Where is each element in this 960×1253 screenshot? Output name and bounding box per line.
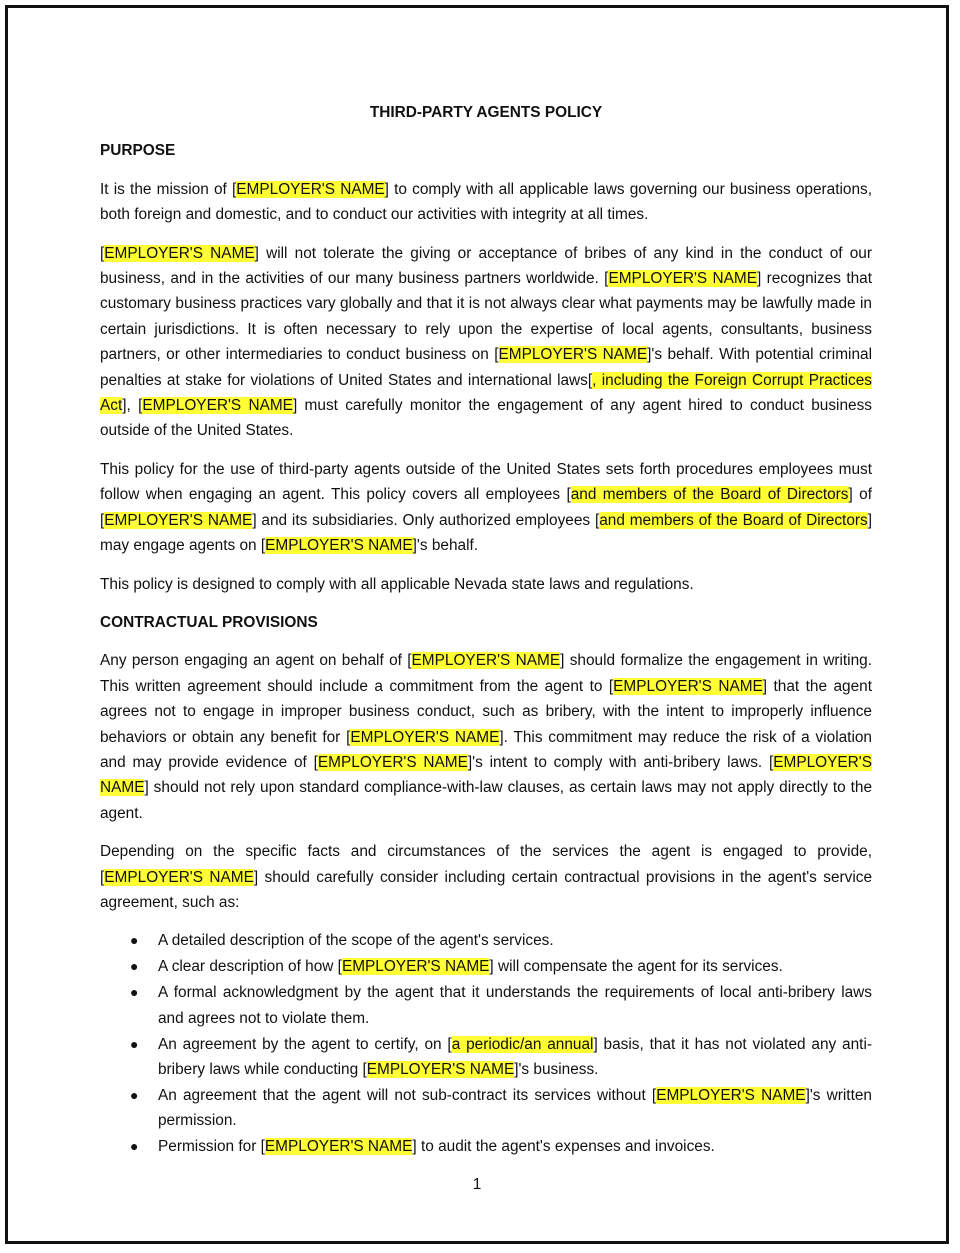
placeholder-highlight: EMPLOYER'S NAME xyxy=(264,1138,413,1156)
bullet-item xyxy=(130,954,872,979)
placeholder-highlight: EMPLOYER'S NAME xyxy=(142,397,293,415)
placeholder-highlight: EMPLOYER'S NAME xyxy=(104,511,253,529)
bullet-icon: ● xyxy=(130,958,139,975)
placeholder-highlight: and members of the Board of Directors xyxy=(599,511,868,529)
text-segment: ] and its subsidiaries. Only authorized employees [ xyxy=(252,511,600,529)
bullet-item xyxy=(130,1083,872,1134)
paragraph-purpose-2 xyxy=(100,241,872,444)
paragraph-purpose-4: This policy is designed to comply with all applicable Nevada state laws and regulations. xyxy=(100,575,694,593)
text-segment: ]. This commitment may reduce the risk of a violation and may provide evidence of [ xyxy=(100,728,872,771)
text-segment: Any person engaging an agent on behalf of [ xyxy=(100,652,412,670)
bullet-item xyxy=(130,1134,872,1159)
text-segment: ] basis, that it has not violated any anti-bribery laws while conducting [ xyxy=(158,1035,872,1078)
document-title: THIRD-PARTY AGENTS POLICY xyxy=(369,104,603,121)
provisions-bullet-list xyxy=(100,928,872,1159)
placeholder-highlight: EMPLOYER'S NAME xyxy=(656,1086,806,1104)
text-segment: Permission for [ xyxy=(158,1138,265,1156)
placeholder-highlight: EMPLOYER'S NAME xyxy=(341,958,490,976)
placeholder-highlight: EMPLOYER'S NAME xyxy=(317,753,468,771)
text-segment: An agreement by the agent to certify, on [ xyxy=(158,1035,452,1053)
placeholder-highlight: EMPLOYER'S NAME xyxy=(104,244,255,262)
placeholder-highlight: EMPLOYER'S NAME xyxy=(366,1060,515,1078)
text-segment: ] recognizes that customary business practices vary globally and that it is not always clear what payments may be lawfully made in certain jurisdictions. It is often necessary to rely upon the expertise of local agents, consultants, business partners, or other intermediaries to conduct business on [ xyxy=(100,270,872,364)
text-segment: ] may engage agents on [ xyxy=(100,511,872,555)
section-heading-purpose: PURPOSE xyxy=(100,142,176,160)
paragraph-contractual-2 xyxy=(100,839,872,915)
text-segment: ] should formalize the engagement in writing. This written agreement should include a commitment from the agent to [ xyxy=(100,652,872,695)
text-segment: This policy for the use of third-party agents outside of the United States sets forth procedures employees must follow when engaging an agent. This policy covers all employees [ xyxy=(100,460,872,504)
text-segment: ]'s behalf. With potential criminal penalties at stake for violations of United States and international laws[ xyxy=(100,346,872,389)
bullet-item xyxy=(130,1032,872,1083)
placeholder-highlight: and members of the Board of Directors xyxy=(570,486,849,504)
text-segment: ]'s business. xyxy=(514,1060,599,1078)
text-segment: ] of [ xyxy=(100,486,872,529)
placeholder-highlight: EMPLOYER'S NAME xyxy=(608,270,757,288)
placeholder-highlight: EMPLOYER'S NAME xyxy=(411,652,561,670)
placeholder-highlight: , including the Foreign Corrupt Practices Act xyxy=(100,371,872,415)
section-heading-contractual: CONTRACTUAL PROVISIONS xyxy=(100,613,318,631)
text-segment: It is the mission of [ xyxy=(100,180,237,198)
paragraph-contractual-1 xyxy=(100,648,872,826)
bullet-icon: ● xyxy=(130,1035,139,1052)
text-segment: ]'s written permission. xyxy=(158,1086,872,1130)
bullet-item xyxy=(130,980,872,1031)
text-segment: ] should not rely upon standard compliance-with-law clauses, as certain laws may not apply directly to the agent. xyxy=(100,779,872,822)
text-segment: ] to comply with all applicable laws governing our business operations, both foreign and domestic, and to conduct our activities with integrity at all times. xyxy=(100,180,872,224)
placeholder-highlight: EMPLOYER'S NAME xyxy=(265,537,413,555)
text-segment: ] will not tolerate the giving or acceptance of bribes of any kind in the conduct of our business, and in the activities of our many business partners worldwide. [ xyxy=(100,244,872,288)
text-segment: ], [ xyxy=(122,397,143,415)
text-segment: [ xyxy=(100,244,105,262)
placeholder-highlight: EMPLOYER'S NAME xyxy=(236,180,385,198)
text-segment: An agreement that the agent will not sub-contract its services without [ xyxy=(158,1086,657,1104)
bullet-icon: ● xyxy=(130,1086,139,1103)
placeholder-highlight: EMPLOYER'S NAME xyxy=(613,677,763,695)
paragraph-purpose-3 xyxy=(100,457,872,559)
text-segment: ] should carefully consider including certain contractual provisions in the agent's service agreement, such as: xyxy=(100,868,873,911)
text-segment: A clear description of how [ xyxy=(158,958,342,976)
placeholder-highlight: EMPLOYER'S NAME xyxy=(350,728,500,746)
page-number: 1 xyxy=(472,1176,482,1193)
text-segment: ]'s intent to comply with anti-bribery laws. [ xyxy=(467,753,774,771)
text-segment: ]'s behalf. xyxy=(412,537,479,555)
paragraph-purpose-1 xyxy=(100,177,872,228)
text-segment: Depending on the specific facts and circumstances of the services the agent is engaged to provide, [ xyxy=(100,843,872,886)
placeholder-highlight: EMPLOYER'S NAME xyxy=(100,753,872,797)
bullet-icon: ● xyxy=(130,1138,139,1155)
text-segment: ] that the agent agrees not to engage in improper business conduct, such as bribery, with the intent to improperly influence behaviors or obtain any benefit for [ xyxy=(100,677,872,746)
document-page xyxy=(5,5,949,1244)
text-segment: A detailed description of the scope of the agent's services. xyxy=(158,932,554,950)
bullet-icon: ● xyxy=(130,984,139,1001)
text-segment: ] must carefully monitor the engagement of any agent hired to conduct business outside of the United States. xyxy=(100,397,872,440)
text-segment: ] will compensate the agent for its services. xyxy=(489,958,783,976)
placeholder-highlight: EMPLOYER'S NAME xyxy=(498,346,648,364)
placeholder-highlight: EMPLOYER'S NAME xyxy=(104,868,254,886)
document-body xyxy=(100,100,872,1160)
placeholder-highlight: a periodic/an annual xyxy=(451,1035,594,1053)
text-segment: A formal acknowledgment by the agent that it understands the requirements of local anti-bribery laws and agrees not to violate them. xyxy=(158,984,872,1027)
bullet-item xyxy=(130,928,872,953)
bullet-icon: ● xyxy=(130,932,139,949)
text-segment: ] to audit the agent's expenses and invoices. xyxy=(412,1138,715,1156)
